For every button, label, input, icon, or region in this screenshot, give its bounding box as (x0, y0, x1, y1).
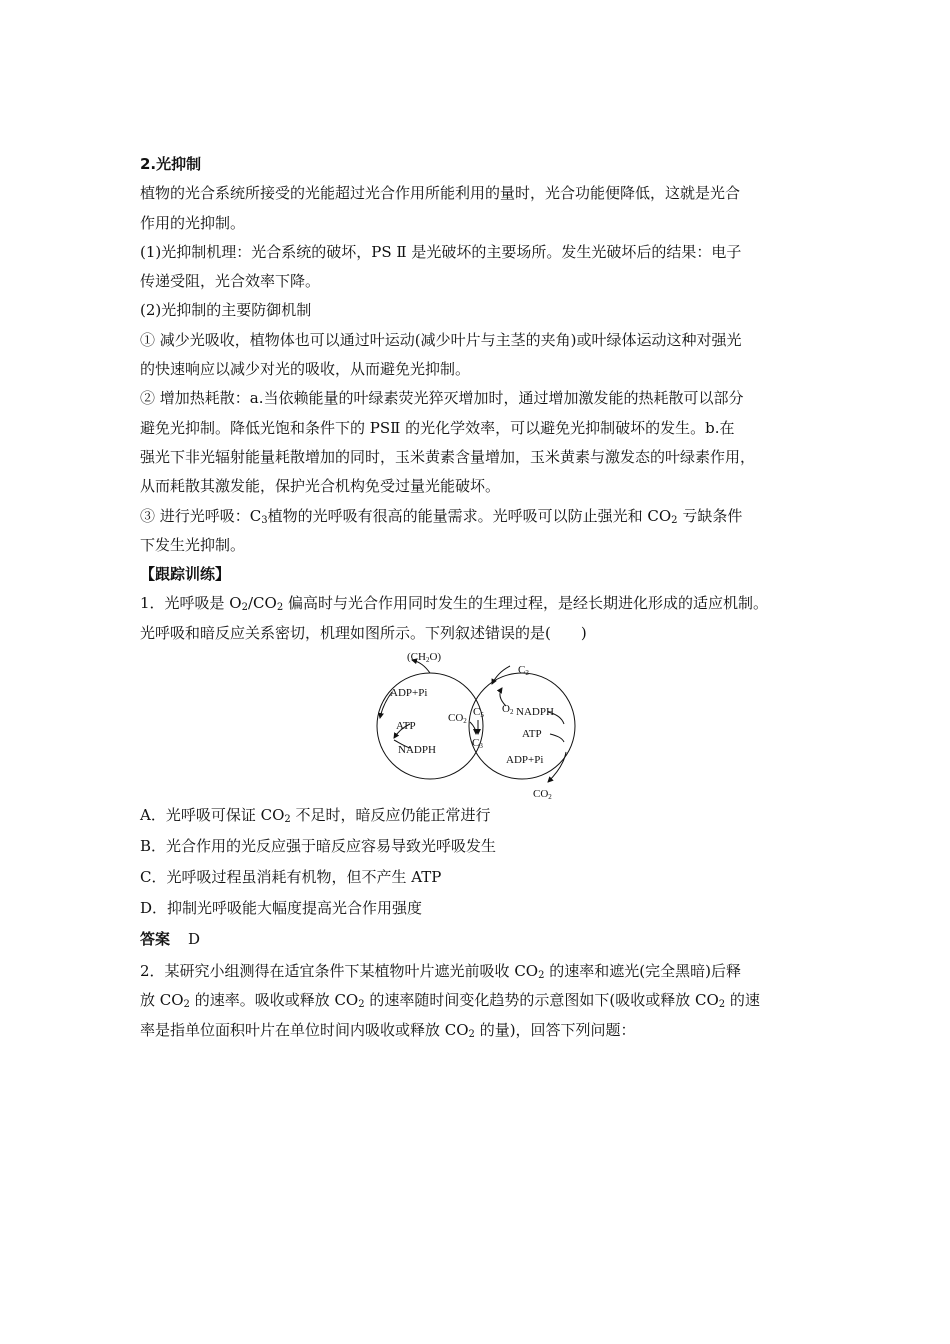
subscript: 2 (183, 999, 190, 1011)
text-run: 的速率和遮光(完全黑暗)后释 (544, 962, 741, 981)
label-adp-pi-left: ADP+Pi (390, 687, 428, 700)
text-run: A．光呼吸可保证 CO (140, 806, 285, 825)
subscript: 2 (718, 999, 726, 1011)
section-title: 2.光抑制 (140, 155, 202, 173)
subscript: 2 (241, 602, 248, 614)
photorespiration-diagram (140, 648, 820, 800)
subscript: 2 (671, 514, 678, 526)
q2-line-2 (140, 986, 820, 1015)
subscript: 2 (284, 814, 291, 826)
subscript: 2 (358, 999, 365, 1011)
point1-line-2: 的快速响应以减少对光的吸收，从而避免光抑制。 (140, 360, 471, 379)
option-d: D．抑制光呼吸能大幅度提高光合作用强度 (140, 899, 423, 918)
defense-title: (2)光抑制的主要防御机制 (140, 301, 312, 320)
text-run: 放 CO (140, 991, 184, 1010)
subscript: 3 (261, 514, 268, 526)
label-atp-left: ATP (396, 720, 416, 733)
label-ch2o: (CH2O) (407, 651, 442, 665)
subscript: 2 (468, 1028, 475, 1040)
label-co2-mid: CO2 (448, 712, 467, 726)
text-run: 亏缺条件 (677, 506, 743, 525)
intro-line-2: 作用的光抑制。 (140, 213, 246, 232)
point2-line-3: 强光下非光辐射能量耗散增加的同时，玉米黄素含量增加，玉米黄素与激发态的叶绿素作用， (140, 447, 756, 466)
option-b: B．光合作用的光反应强于暗反应容易导致光呼吸发生 (140, 837, 497, 856)
text-run: 率是指单位面积叶片在单位时间内吸收或释放 CO (140, 1020, 469, 1039)
text-run: 偏高时与光合作用同时发生的生理过程，是经长期进化形成的适应机制。 (283, 594, 768, 613)
q2-line-1 (140, 957, 820, 986)
text-run: 2．某研究小组测得在适宜条件下某植物叶片遮光前吸收 CO (140, 962, 539, 981)
answer-row (140, 924, 820, 955)
label-c2: C2 (518, 664, 529, 678)
subscript: 2 (538, 970, 545, 982)
point2-line-2: 避免光抑制。降低光饱和条件下的 PSⅡ 的光化学效率，可以避免光抑制破坏的发生。b.在 (140, 418, 735, 437)
text-run: 的速率。吸收或释放 CO (189, 991, 359, 1010)
label-c5: C5 (473, 706, 484, 720)
point1-line-1: ① 减少光吸收，植物体也可以通过叶运动(减少叶片与主茎的夹角)或叶绿体运动这种对强光 (140, 330, 742, 349)
text-run: ③ 进行光呼吸：C (140, 506, 262, 525)
point3-line-1 (140, 502, 820, 531)
text-run: 的量)，回答下列问题： (474, 1020, 636, 1039)
label-nadph-left: NADPH (398, 744, 436, 757)
text-run: 1．光呼吸是 O (140, 594, 242, 613)
text-run: 不足时，暗反应仍能正常进行 (290, 806, 491, 825)
point3-line-2: 下发生光抑制。 (140, 535, 246, 554)
text-run: 的速 (725, 991, 760, 1010)
document-page (140, 150, 820, 1045)
q2-line-3 (140, 1016, 820, 1045)
text-run: /CO (248, 594, 277, 613)
q1-line-2: 光呼吸和暗反应关系密切，机理如图所示。下列叙述错误的是( ) (140, 623, 587, 642)
label-atp-right: ATP (522, 728, 542, 741)
intro-line-1: 植物的光合系统所接受的光能超过光合作用所能利用的量时，光合功能便降低，这就是光合 (140, 184, 741, 203)
point2-line-4: 从而耗散其激发能，保护光合机构免受过量光能破坏。 (140, 477, 501, 496)
cycle-diagram-svg (370, 648, 590, 800)
text-run: 的速率随时间变化趋势的示意图如下(吸收或释放 CO (364, 991, 719, 1010)
practice-title: 【跟踪训练】 (140, 565, 231, 584)
mechanism-line-1: (1)光抑制机理：光合系统的破坏，PS Ⅱ 是光破坏的主要场所。发生光破坏后的结果：电子 (140, 242, 742, 261)
mechanism-line-2: 传递受阻，光合效率下降。 (140, 272, 321, 291)
point2-line-1: ② 增加热耗散：a.当依赖能量的叶绿素荧光猝灭增加时，通过增加激发能的热耗散可以部分 (140, 389, 744, 408)
label-c3: C3 (472, 737, 483, 751)
option-c: C．光呼吸过程虽消耗有机物，但不产生 ATP (140, 868, 442, 887)
label-adp-pi-right: ADP+Pi (506, 754, 544, 767)
label-nadph-right: NADPH (516, 706, 554, 719)
label-o2: O2 (502, 703, 514, 717)
text-run: 植物的光呼吸有很高的能量需求。光呼吸可以防止强光和 CO (267, 506, 672, 525)
answer-value: D (188, 930, 201, 949)
label-co2-out: CO2 (533, 788, 552, 801)
q1-line-1 (140, 589, 820, 618)
answer-label: 答案 (140, 930, 171, 949)
subscript: 2 (276, 602, 284, 614)
option-a (140, 800, 820, 831)
